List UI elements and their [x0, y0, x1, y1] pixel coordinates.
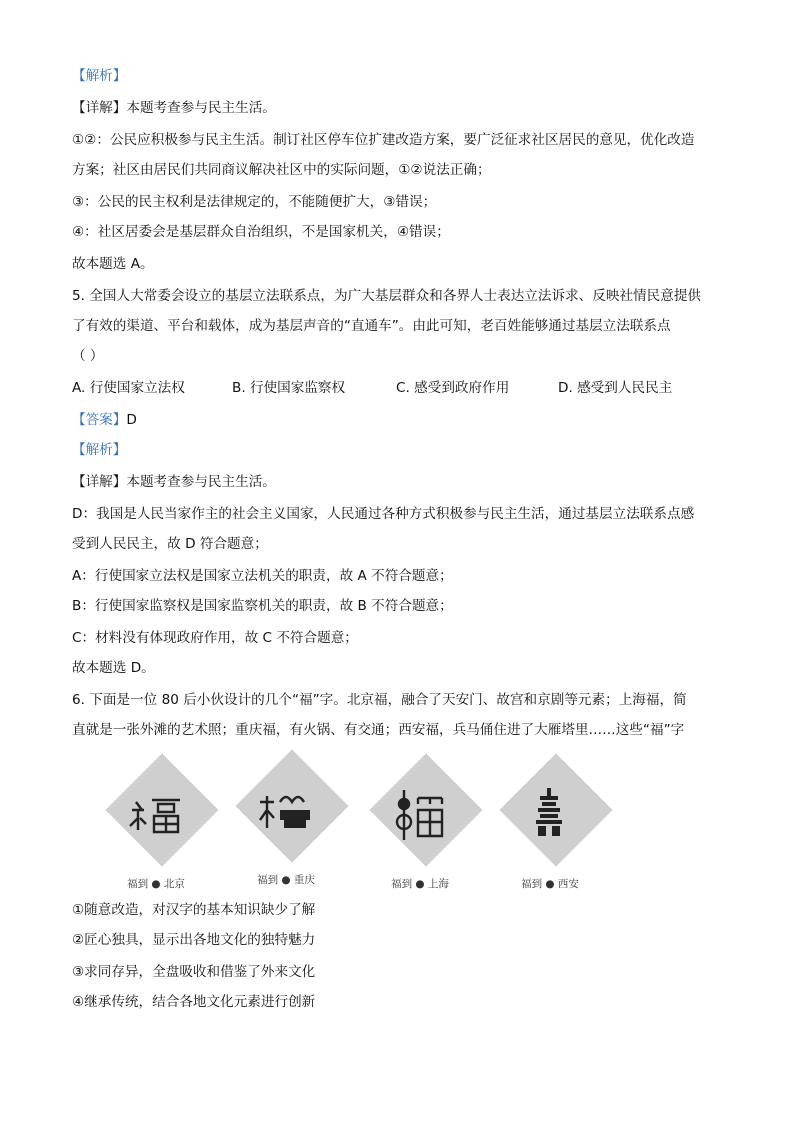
shanghai-fu-icon — [364, 760, 476, 870]
q6-choice-4: ④继承传统，结合各地文化元素进行创新 — [72, 994, 316, 1010]
q6-stem-line-1: 6. 下面是一位 80 后小伙设计的几个“福”字。北京福，融合了天安门、故宫和京剧等元素；上海福，简 — [72, 692, 687, 708]
q6-choice-1: ①随意改造，对汉字的基本知识缺少了解 — [72, 902, 316, 918]
q5-c-line: C：材料没有体现政府作用，故 C 不符合题意； — [72, 630, 358, 646]
q5-answer-line — [72, 410, 137, 430]
q5-d-line-2: 受到人民民主，故 D 符合题意； — [72, 536, 268, 552]
fu-tile-chongqing — [230, 756, 342, 886]
q5-option-b: B. 行使国家监察权 — [232, 380, 346, 396]
fu-character-figure — [100, 756, 620, 896]
tile-caption: 福到 ● 北京 — [127, 878, 185, 890]
q5-stem-line-2: 了有效的渠道、平台和载体，成为基层声音的“直通车”。由此可知，老百姓能够通过基层立法联系点 — [72, 318, 671, 334]
fu-tile-shanghai — [364, 760, 476, 890]
answer-value: D — [126, 412, 137, 428]
q4-detail-line — [72, 98, 276, 118]
q5-conclusion: 故本题选 D。 — [72, 660, 155, 676]
analysis-tag: 【解析】 — [72, 68, 127, 84]
q5-d-line-1: D：我国是人民当家作主的社会主义国家，人民通过各种方式积极参与民主生活，通过基层立法联系点感 — [72, 506, 695, 522]
q5-analysis-heading — [72, 440, 126, 460]
fu-tile-beijing — [100, 760, 212, 890]
q5-blank: （ ） — [72, 348, 104, 364]
q5-b-line: B：行使国家监察权是国家监察机关的职责，故 B 不符合题意； — [72, 598, 453, 614]
q5-option-c: C. 感受到政府作用 — [396, 380, 510, 396]
chongqing-fu-icon — [230, 756, 342, 866]
beijing-fu-icon — [100, 760, 212, 870]
q5-option-a: A. 行使国家立法权 — [72, 380, 185, 396]
q4-conclusion: 故本题选 A。 — [72, 256, 154, 272]
detail-tag: 【详解】 — [72, 100, 127, 116]
analysis-tag: 【解析】 — [72, 442, 127, 458]
q4-analysis-heading — [72, 66, 126, 86]
detail-text: 本题考查参与民主生活。 — [126, 100, 276, 116]
tile-caption: 福到 ● 西安 — [521, 878, 579, 890]
q6-choice-2: ②匠心独具，显示出各地文化的独特魅力 — [72, 932, 316, 948]
q6-stem-line-2: 直就是一张外滩的艺术照；重庆福，有火锅、有交通；西安福，兵马俑住进了大雁塔里……这些“福”字 — [72, 722, 685, 738]
q5-option-d: D. 感受到人民民主 — [558, 380, 673, 396]
detail-tag: 【详解】 — [72, 474, 127, 490]
tile-caption: 福到 ● 重庆 — [257, 874, 315, 886]
detail-text: 本题考查参与民主生活。 — [126, 474, 276, 490]
q4-point-3: ③：公民的民主权利是法律规定的，不能随便扩大，③错误； — [72, 194, 437, 210]
answer-tag: 【答案】 — [72, 412, 127, 428]
xian-fu-icon — [494, 760, 606, 870]
q4-point-1-line-1: ①②：公民应积极参与民主生活。制订社区停车位扩建改造方案，要广泛征求社区居民的意见，优化改造 — [72, 132, 695, 148]
q5-detail-line — [72, 472, 276, 492]
q5-a-line: A：行使国家立法权是国家立法机关的职责，故 A 不符合题意； — [72, 568, 453, 584]
q6-choice-3: ③求同存异，全盘吸收和借鉴了外来文化 — [72, 964, 316, 980]
tile-caption: 福到 ● 上海 — [391, 878, 449, 890]
q4-point-1-line-2: 方案；社区由居民们共同商议解决社区中的实际问题，①②说法正确； — [72, 162, 491, 178]
fu-tile-xian — [494, 760, 606, 890]
q4-point-4: ④：社区居委会是基层群众自治组织，不是国家机关，④错误； — [72, 224, 450, 240]
q5-stem-line-1: 5. 全国人大常委会设立的基层立法联系点，为广大基层群众和各界人士表达立法诉求、反映社情民意提供 — [72, 288, 702, 304]
